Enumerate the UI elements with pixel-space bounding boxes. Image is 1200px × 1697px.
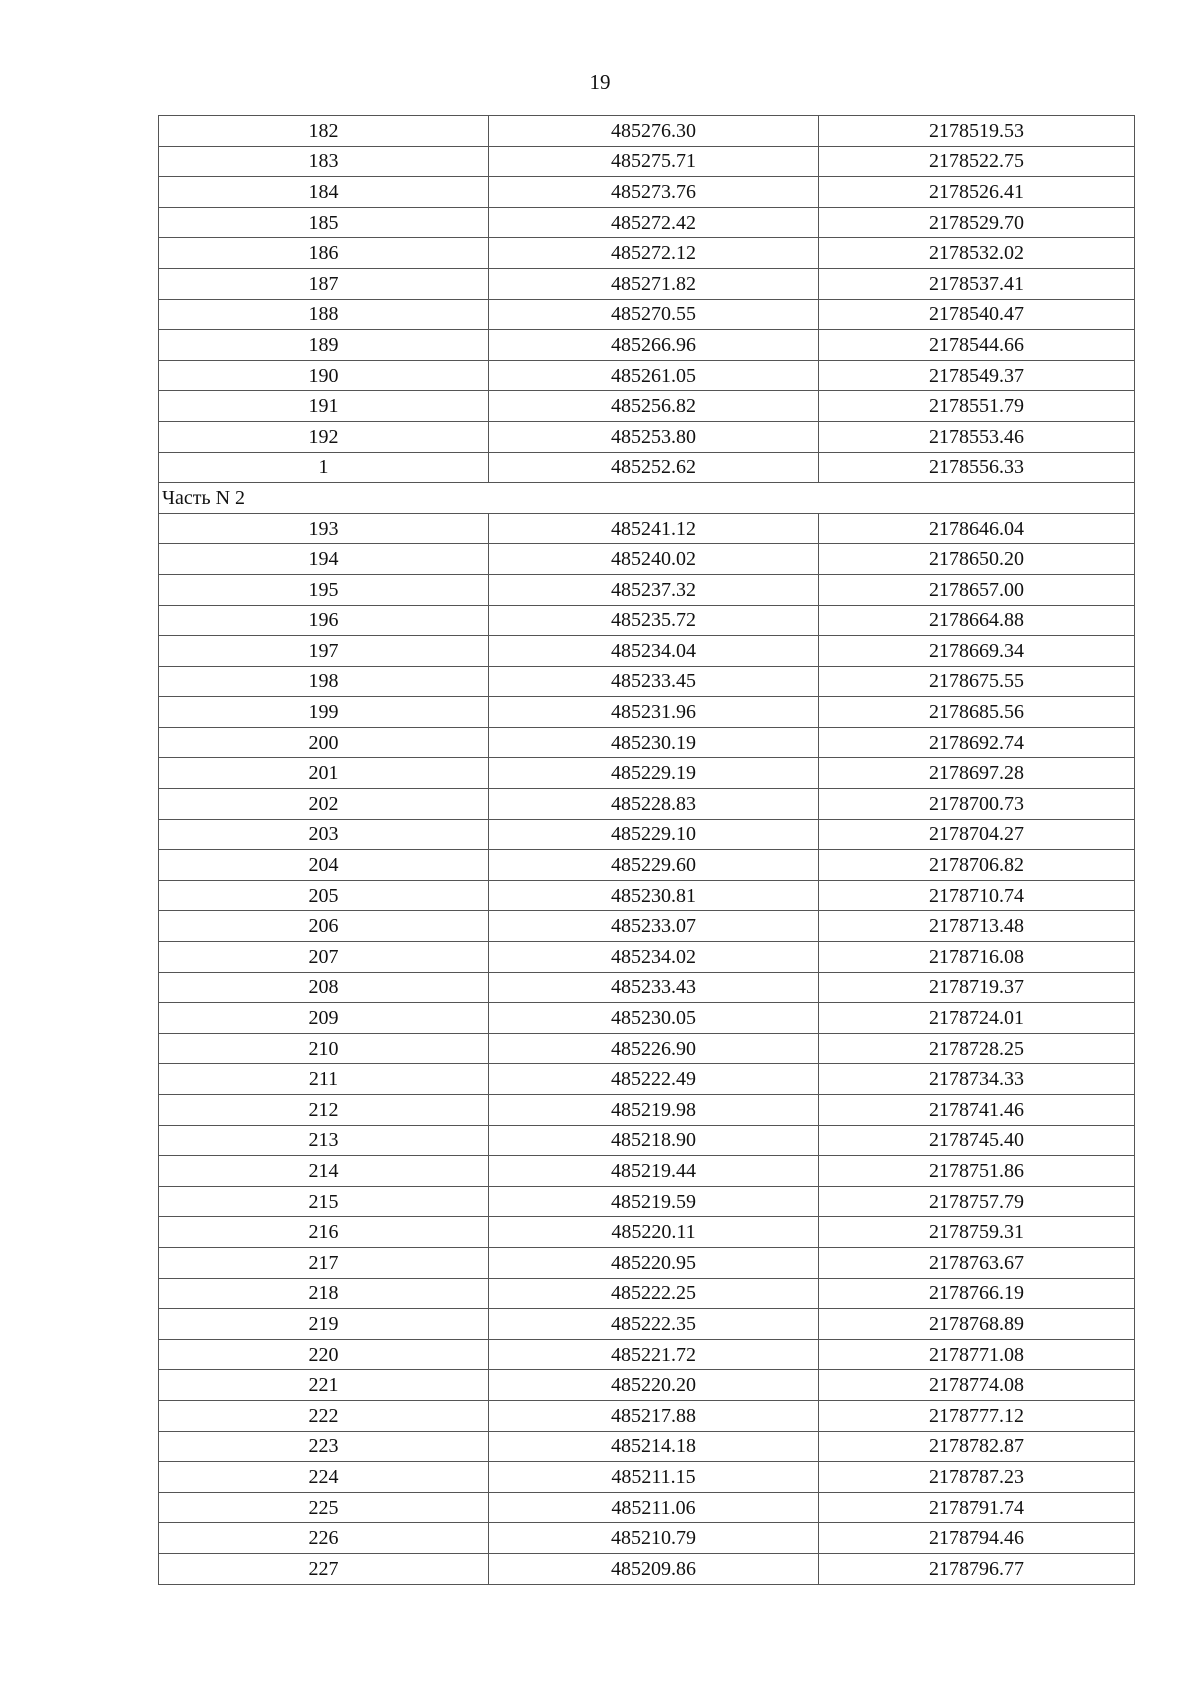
section-heading-row: [159, 483, 1135, 514]
point-number-cell: 223: [159, 1431, 489, 1462]
x-coordinate-cell: 485230.19: [489, 727, 819, 758]
x-coordinate-cell: 485237.32: [489, 574, 819, 605]
y-coordinate-cell: 2178741.46: [819, 1095, 1135, 1126]
y-coordinate-cell: 2178529.70: [819, 207, 1135, 238]
y-coordinate-cell: 2178685.56: [819, 697, 1135, 728]
x-coordinate-cell: 485266.96: [489, 330, 819, 361]
x-coordinate-cell: 485229.10: [489, 819, 819, 850]
table-row: [159, 360, 1135, 391]
table-row: [159, 1156, 1135, 1187]
table-row: [159, 942, 1135, 973]
point-number-cell: 199: [159, 697, 489, 728]
table-row: [159, 1278, 1135, 1309]
x-coordinate-cell: 485233.07: [489, 911, 819, 942]
point-number-cell: 206: [159, 911, 489, 942]
point-number-cell: 182: [159, 116, 489, 147]
point-number-cell: 191: [159, 391, 489, 422]
x-coordinate-cell: 485230.05: [489, 1003, 819, 1034]
point-number-cell: 188: [159, 299, 489, 330]
y-coordinate-cell: 2178771.08: [819, 1339, 1135, 1370]
point-number-cell: 217: [159, 1247, 489, 1278]
table-row: [159, 1462, 1135, 1493]
x-coordinate-cell: 485240.02: [489, 544, 819, 575]
table-row: [159, 207, 1135, 238]
point-number-cell: 203: [159, 819, 489, 850]
point-number-cell: 187: [159, 268, 489, 299]
x-coordinate-cell: 485220.11: [489, 1217, 819, 1248]
y-coordinate-cell: 2178556.33: [819, 452, 1135, 483]
y-coordinate-cell: 2178766.19: [819, 1278, 1135, 1309]
table-row: [159, 1553, 1135, 1584]
point-number-cell: 219: [159, 1309, 489, 1340]
point-number-cell: 193: [159, 513, 489, 544]
table-row: [159, 1217, 1135, 1248]
x-coordinate-cell: 485230.81: [489, 880, 819, 911]
y-coordinate-cell: 2178700.73: [819, 789, 1135, 820]
x-coordinate-cell: 485220.20: [489, 1370, 819, 1401]
y-coordinate-cell: 2178763.67: [819, 1247, 1135, 1278]
y-coordinate-cell: 2178774.08: [819, 1370, 1135, 1401]
table-row: [159, 1003, 1135, 1034]
y-coordinate-cell: 2178650.20: [819, 544, 1135, 575]
table-row: [159, 1186, 1135, 1217]
x-coordinate-cell: 485217.88: [489, 1400, 819, 1431]
x-coordinate-cell: 485214.18: [489, 1431, 819, 1462]
y-coordinate-cell: 2178669.34: [819, 636, 1135, 667]
x-coordinate-cell: 485233.43: [489, 972, 819, 1003]
x-coordinate-cell: 485261.05: [489, 360, 819, 391]
table-row: [159, 1400, 1135, 1431]
x-coordinate-cell: 485211.06: [489, 1492, 819, 1523]
x-coordinate-cell: 485219.44: [489, 1156, 819, 1187]
table-row: [159, 1492, 1135, 1523]
x-coordinate-cell: 485222.35: [489, 1309, 819, 1340]
table-row: [159, 1064, 1135, 1095]
table-row: [159, 758, 1135, 789]
point-number-cell: 184: [159, 177, 489, 208]
y-coordinate-cell: 2178791.74: [819, 1492, 1135, 1523]
point-number-cell: 211: [159, 1064, 489, 1095]
table-row: [159, 1431, 1135, 1462]
table-row: [159, 789, 1135, 820]
table-row: [159, 268, 1135, 299]
point-number-cell: 208: [159, 972, 489, 1003]
x-coordinate-cell: 485211.15: [489, 1462, 819, 1493]
x-coordinate-cell: 485222.49: [489, 1064, 819, 1095]
y-coordinate-cell: 2178540.47: [819, 299, 1135, 330]
y-coordinate-cell: 2178713.48: [819, 911, 1135, 942]
point-number-cell: 186: [159, 238, 489, 269]
point-number-cell: 221: [159, 1370, 489, 1401]
x-coordinate-cell: 485231.96: [489, 697, 819, 728]
table-row: [159, 421, 1135, 452]
point-number-cell: 210: [159, 1033, 489, 1064]
point-number-cell: 190: [159, 360, 489, 391]
y-coordinate-cell: 2178522.75: [819, 146, 1135, 177]
table-row: [159, 238, 1135, 269]
point-number-cell: 214: [159, 1156, 489, 1187]
y-coordinate-cell: 2178787.23: [819, 1462, 1135, 1493]
point-number-cell: 198: [159, 666, 489, 697]
table-row: [159, 116, 1135, 147]
point-number-cell: 224: [159, 1462, 489, 1493]
y-coordinate-cell: 2178553.46: [819, 421, 1135, 452]
y-coordinate-cell: 2178532.02: [819, 238, 1135, 269]
y-coordinate-cell: 2178551.79: [819, 391, 1135, 422]
y-coordinate-cell: 2178794.46: [819, 1523, 1135, 1554]
point-number-cell: 220: [159, 1339, 489, 1370]
point-number-cell: 209: [159, 1003, 489, 1034]
point-number-cell: 197: [159, 636, 489, 667]
x-coordinate-cell: 485271.82: [489, 268, 819, 299]
table-row: [159, 697, 1135, 728]
y-coordinate-cell: 2178777.12: [819, 1400, 1135, 1431]
table-row: [159, 452, 1135, 483]
x-coordinate-cell: 485272.12: [489, 238, 819, 269]
x-coordinate-cell: 485210.79: [489, 1523, 819, 1554]
y-coordinate-cell: 2178745.40: [819, 1125, 1135, 1156]
table-row: [159, 1523, 1135, 1554]
x-coordinate-cell: 485233.45: [489, 666, 819, 697]
y-coordinate-cell: 2178537.41: [819, 268, 1135, 299]
table-row: [159, 1247, 1135, 1278]
x-coordinate-cell: 485234.04: [489, 636, 819, 667]
table-row: [159, 391, 1135, 422]
y-coordinate-cell: 2178757.79: [819, 1186, 1135, 1217]
x-coordinate-cell: 485209.86: [489, 1553, 819, 1584]
x-coordinate-cell: 485241.12: [489, 513, 819, 544]
table-row: [159, 850, 1135, 881]
table-row: [159, 146, 1135, 177]
point-number-cell: 226: [159, 1523, 489, 1554]
x-coordinate-cell: 485276.30: [489, 116, 819, 147]
table-row: [159, 1370, 1135, 1401]
point-number-cell: 213: [159, 1125, 489, 1156]
y-coordinate-cell: 2178692.74: [819, 727, 1135, 758]
y-coordinate-cell: 2178519.53: [819, 116, 1135, 147]
y-coordinate-cell: 2178544.66: [819, 330, 1135, 361]
table-row: [159, 574, 1135, 605]
point-number-cell: 1: [159, 452, 489, 483]
y-coordinate-cell: 2178724.01: [819, 1003, 1135, 1034]
table-row: [159, 299, 1135, 330]
point-number-cell: 194: [159, 544, 489, 575]
x-coordinate-cell: 485270.55: [489, 299, 819, 330]
table-row: [159, 1125, 1135, 1156]
coordinates-table: [158, 115, 1135, 1585]
x-coordinate-cell: 485228.83: [489, 789, 819, 820]
point-number-cell: 212: [159, 1095, 489, 1126]
x-coordinate-cell: 485229.60: [489, 850, 819, 881]
y-coordinate-cell: 2178549.37: [819, 360, 1135, 391]
x-coordinate-cell: 485219.59: [489, 1186, 819, 1217]
y-coordinate-cell: 2178716.08: [819, 942, 1135, 973]
table-row: [159, 727, 1135, 758]
y-coordinate-cell: 2178759.31: [819, 1217, 1135, 1248]
table-row: [159, 636, 1135, 667]
x-coordinate-cell: 485253.80: [489, 421, 819, 452]
x-coordinate-cell: 485234.02: [489, 942, 819, 973]
point-number-cell: 185: [159, 207, 489, 238]
x-coordinate-cell: 485275.71: [489, 146, 819, 177]
x-coordinate-cell: 485218.90: [489, 1125, 819, 1156]
point-number-cell: 195: [159, 574, 489, 605]
y-coordinate-cell: 2178675.55: [819, 666, 1135, 697]
point-number-cell: 216: [159, 1217, 489, 1248]
x-coordinate-cell: 485272.42: [489, 207, 819, 238]
point-number-cell: 202: [159, 789, 489, 820]
table-row: [159, 605, 1135, 636]
point-number-cell: 227: [159, 1553, 489, 1584]
y-coordinate-cell: 2178782.87: [819, 1431, 1135, 1462]
table-row: [159, 177, 1135, 208]
point-number-cell: 183: [159, 146, 489, 177]
point-number-cell: 207: [159, 942, 489, 973]
x-coordinate-cell: 485219.98: [489, 1095, 819, 1126]
y-coordinate-cell: 2178657.00: [819, 574, 1135, 605]
y-coordinate-cell: 2178710.74: [819, 880, 1135, 911]
table-row: [159, 513, 1135, 544]
x-coordinate-cell: 485226.90: [489, 1033, 819, 1064]
table-row: [159, 819, 1135, 850]
point-number-cell: 192: [159, 421, 489, 452]
section-heading: Часть N 2: [159, 483, 1135, 514]
x-coordinate-cell: 485273.76: [489, 177, 819, 208]
point-number-cell: 189: [159, 330, 489, 361]
page-number: 19: [589, 70, 611, 94]
y-coordinate-cell: 2178697.28: [819, 758, 1135, 789]
point-number-cell: 201: [159, 758, 489, 789]
table-row: [159, 880, 1135, 911]
point-number-cell: 204: [159, 850, 489, 881]
x-coordinate-cell: 485235.72: [489, 605, 819, 636]
y-coordinate-cell: 2178751.86: [819, 1156, 1135, 1187]
table-row: [159, 1309, 1135, 1340]
table-row: [159, 1095, 1135, 1126]
table-row: [159, 330, 1135, 361]
point-number-cell: 200: [159, 727, 489, 758]
point-number-cell: 196: [159, 605, 489, 636]
x-coordinate-cell: 485252.62: [489, 452, 819, 483]
y-coordinate-cell: 2178734.33: [819, 1064, 1135, 1095]
table-row: [159, 972, 1135, 1003]
point-number-cell: 218: [159, 1278, 489, 1309]
point-number-cell: 225: [159, 1492, 489, 1523]
y-coordinate-cell: 2178664.88: [819, 605, 1135, 636]
point-number-cell: 215: [159, 1186, 489, 1217]
y-coordinate-cell: 2178704.27: [819, 819, 1135, 850]
y-coordinate-cell: 2178768.89: [819, 1309, 1135, 1340]
table-row: [159, 911, 1135, 942]
y-coordinate-cell: 2178706.82: [819, 850, 1135, 881]
y-coordinate-cell: 2178526.41: [819, 177, 1135, 208]
y-coordinate-cell: 2178646.04: [819, 513, 1135, 544]
y-coordinate-cell: 2178719.37: [819, 972, 1135, 1003]
y-coordinate-cell: 2178796.77: [819, 1553, 1135, 1584]
x-coordinate-cell: 485221.72: [489, 1339, 819, 1370]
table-row: [159, 544, 1135, 575]
y-coordinate-cell: 2178728.25: [819, 1033, 1135, 1064]
x-coordinate-cell: 485256.82: [489, 391, 819, 422]
x-coordinate-cell: 485220.95: [489, 1247, 819, 1278]
point-number-cell: 222: [159, 1400, 489, 1431]
table-row: [159, 1339, 1135, 1370]
x-coordinate-cell: 485229.19: [489, 758, 819, 789]
table-row: [159, 666, 1135, 697]
coordinates-table-body: [159, 116, 1135, 1585]
point-number-cell: 205: [159, 880, 489, 911]
x-coordinate-cell: 485222.25: [489, 1278, 819, 1309]
table-row: [159, 1033, 1135, 1064]
